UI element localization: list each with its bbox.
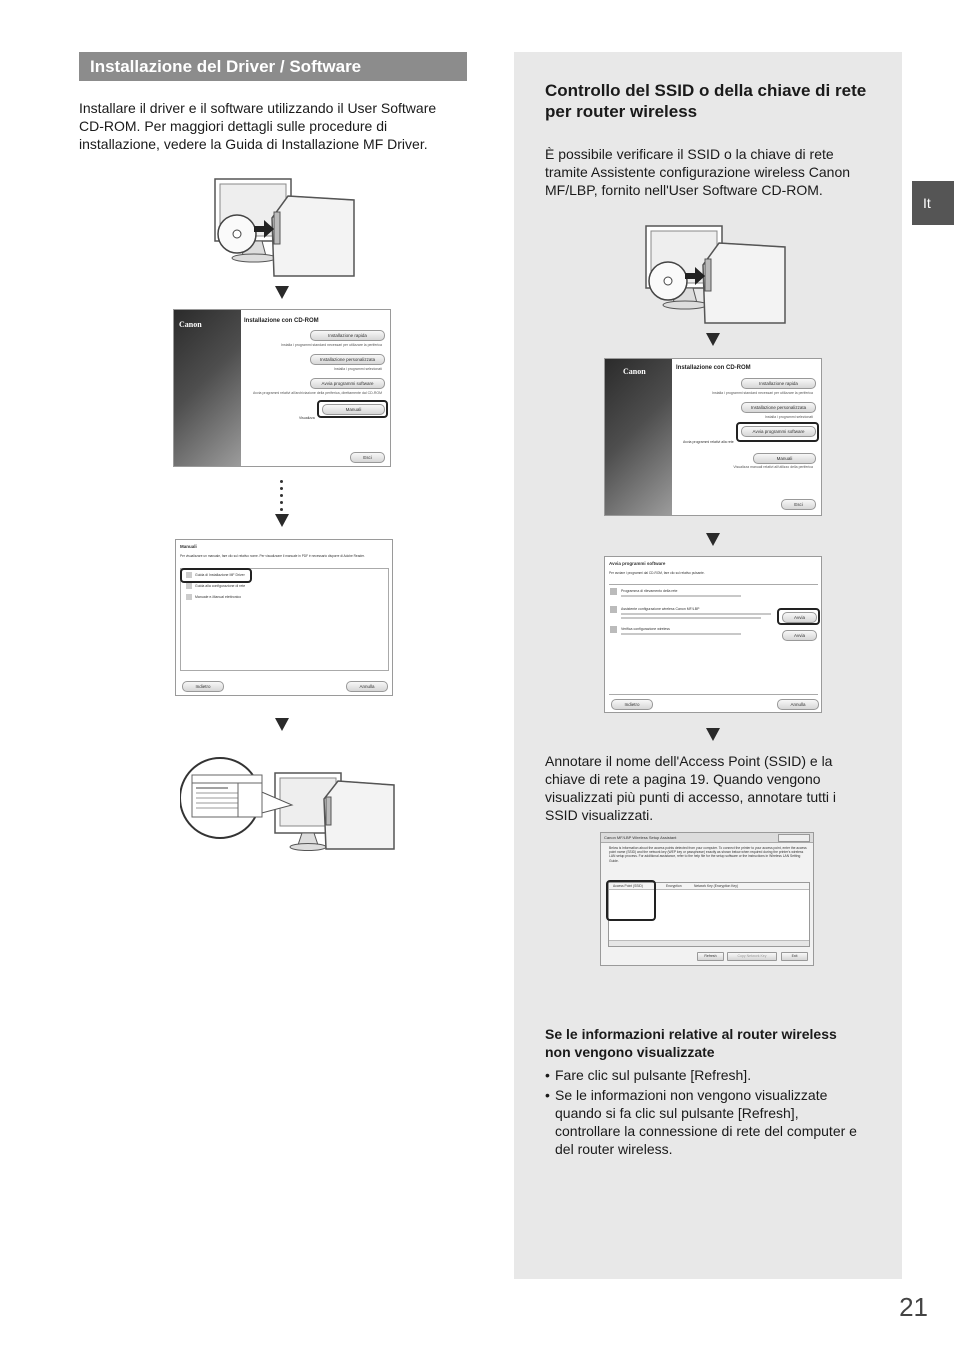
- start-software-button[interactable]: Avvia programmi software: [310, 378, 385, 389]
- document-icon: [186, 594, 192, 600]
- ssid-note: Annotare il nome dell'Access Point (SSID) e la chiave di rete a pagina 19. Quando vengono visualizzati più punti di accesso, annotare tutti i SSID visualizzati.: [545, 753, 837, 823]
- cd-menu-screenshot: [173, 309, 391, 467]
- canon-banner: [174, 310, 241, 466]
- software-item: Assistente configurazione wireless Canon MF/LBP: [621, 607, 700, 611]
- down-arrow-icon: [706, 533, 720, 546]
- assistant-text: Below is information about the access points detected from your computer. To connect the printer to your access point, enter the access point name (SSID) and the network key (WEP key or passphrase) exactly as shown below when required during the printer's wireless LAN setup process. For additional assistance, refer to the help file for the setup software or the instructions in Wireless LAN Setting Guide.: [609, 846, 807, 863]
- down-arrow-icon: [706, 728, 720, 741]
- start-software-desc: Avvia programmi relativi alla rete: [683, 440, 734, 444]
- program-icon: [610, 626, 617, 633]
- horizontal-scrollbar[interactable]: [609, 940, 809, 946]
- language-tab: It: [912, 181, 954, 225]
- dotted-connector: [280, 480, 283, 515]
- start-software-highlight: [736, 422, 819, 442]
- window-title: Canon MF/LBP Wireless Setup Assistant: [604, 835, 677, 840]
- column-encryption: Encryption: [666, 884, 682, 888]
- exit-button[interactable]: Esci: [350, 452, 385, 463]
- computer-cd-illustration: [643, 223, 789, 327]
- ssid-highlight: [606, 880, 656, 921]
- exit-button[interactable]: Exit: [781, 952, 808, 961]
- start-verify-button[interactable]: Avvia: [782, 630, 817, 641]
- manuals-dialog-title: Manuali: [180, 544, 197, 549]
- troubleshoot-heading: Se le informazioni relative al router wireless non vengono visualizzate: [545, 1026, 837, 1060]
- column-ssid: Access Point (SSID): [613, 884, 643, 888]
- start-software-button[interactable]: Avvia programmi software: [741, 426, 816, 437]
- copy-network-key-button[interactable]: Copy Network Key: [727, 952, 777, 961]
- custom-install-desc: Installa i programmi selezionati: [333, 367, 382, 371]
- list-item: • Se le informazioni non vengono visualizzate quando si fa clic sul pulsante [Refresh], controllare la connessione di rete del computer e del router wireless.: [545, 1086, 865, 1158]
- document-icon: [186, 583, 192, 589]
- manual-item[interactable]: Guida di Installazione MF Driver: [195, 573, 245, 577]
- start-assistant-button[interactable]: Avvia: [782, 612, 817, 623]
- right-intro: È possibile verificare il SSID o la chiave di rete tramite Assistente configurazione wireless Canon MF/LBP, fornito nell'User Software CD-ROM.: [545, 146, 851, 198]
- divider: [609, 694, 818, 695]
- back-button[interactable]: Indietro: [611, 699, 653, 710]
- quick-install-desc: Installa i programmi standard necessari per utilizzare la periferica: [712, 391, 813, 395]
- canon-logo: Canon: [623, 367, 646, 376]
- section-header: Installazione del Driver / Software: [79, 52, 467, 81]
- program-icon: [610, 606, 617, 613]
- cancel-button[interactable]: Annulla: [777, 699, 819, 710]
- wireless-assistant-screenshot: [600, 832, 814, 966]
- manuals-list: [180, 568, 389, 671]
- software-item: Verifica configurazione wireless: [621, 627, 670, 631]
- start-software-desc: Avvia programmi relativi all'archiviazione della periferica, direttamente dal CD-ROM: [253, 391, 382, 395]
- cancel-button[interactable]: Annulla: [346, 681, 388, 692]
- software-desc: [621, 617, 761, 619]
- custom-install-desc: Installa i programmi selezionati: [764, 415, 813, 419]
- software-dialog-screenshot: [604, 556, 822, 713]
- down-arrow-icon: [706, 333, 720, 346]
- start-assistant-highlight: [777, 608, 820, 625]
- quick-install-button[interactable]: Installazione rapida: [741, 378, 816, 389]
- program-icon: [610, 588, 617, 595]
- canon-banner: [605, 359, 672, 515]
- software-desc: [621, 613, 771, 615]
- custom-install-button[interactable]: Installazione personalizzata: [310, 354, 385, 365]
- computer-magnifier-illustration: [180, 745, 398, 853]
- page-number: 21: [899, 1292, 928, 1322]
- custom-install-button[interactable]: Installazione personalizzata: [741, 402, 816, 413]
- manuals-button[interactable]: Manuali: [322, 404, 385, 415]
- guide-highlight: [180, 568, 252, 583]
- quick-install-button[interactable]: Installazione rapida: [310, 330, 385, 341]
- cd-menu-title: Installazione con CD-ROM: [244, 318, 319, 324]
- cd-menu-screenshot: [604, 358, 822, 516]
- cd-menu-title: Installazione con CD-ROM: [676, 365, 751, 371]
- right-title: Controllo del SSID o della chiave di rete per router wireless: [545, 81, 867, 121]
- manuals-desc: Visualizza manuali relativi all'utilizzo della periferica: [733, 465, 813, 469]
- refresh-button[interactable]: Refresh: [697, 952, 724, 961]
- manuals-desc: Visualizza: [299, 416, 315, 420]
- software-item: Programma di rilevamento della rete: [621, 589, 678, 593]
- list-item: • Fare clic sul pulsante [Refresh].: [545, 1066, 865, 1084]
- exit-button[interactable]: Esci: [781, 499, 816, 510]
- down-arrow-icon: [275, 718, 289, 731]
- manuals-dialog-screenshot: [175, 539, 393, 696]
- divider: [609, 584, 818, 585]
- down-arrow-icon: [275, 514, 289, 527]
- manuals-dialog-subtitle: Per visualizzare un manuale, fare clic sul relativo nome. Per visualizzare il manuale in PDF è necessario disporre di Adobe Reader.: [180, 554, 365, 558]
- software-desc: [621, 595, 741, 597]
- software-dialog-subtitle: Per avviare i programmi dal CD-ROM, fare clic sul relativo pulsante.: [609, 571, 705, 575]
- down-arrow-icon: [275, 286, 289, 299]
- intro-paragraph: Installare il driver e il software utilizzando il User Software CD-ROM. Per maggiori dettagli sulle procedure di installazione, vedere la Guida di Installazione MF Driver.: [79, 100, 437, 152]
- software-desc: [621, 633, 741, 635]
- manual-item[interactable]: Manuale e-Manual elettronico: [195, 595, 242, 599]
- manuals-button[interactable]: Manuali: [753, 453, 816, 464]
- quick-install-desc: Installa i programmi standard necessari per utilizzare la periferica: [281, 343, 382, 347]
- manuals-highlight: [317, 400, 388, 418]
- window-controls[interactable]: [778, 834, 810, 842]
- troubleshoot-list: [545, 1066, 865, 1160]
- canon-logo: Canon: [179, 320, 202, 329]
- title-bar: [601, 833, 813, 843]
- column-network-key: Network Key (Encryption Key): [694, 884, 738, 888]
- software-dialog-title: Avvia programmi software: [609, 561, 666, 566]
- back-button[interactable]: Indietro: [182, 681, 224, 692]
- manual-item[interactable]: Guida alla configurazione di rete: [195, 584, 246, 588]
- computer-cd-illustration: [212, 176, 358, 280]
